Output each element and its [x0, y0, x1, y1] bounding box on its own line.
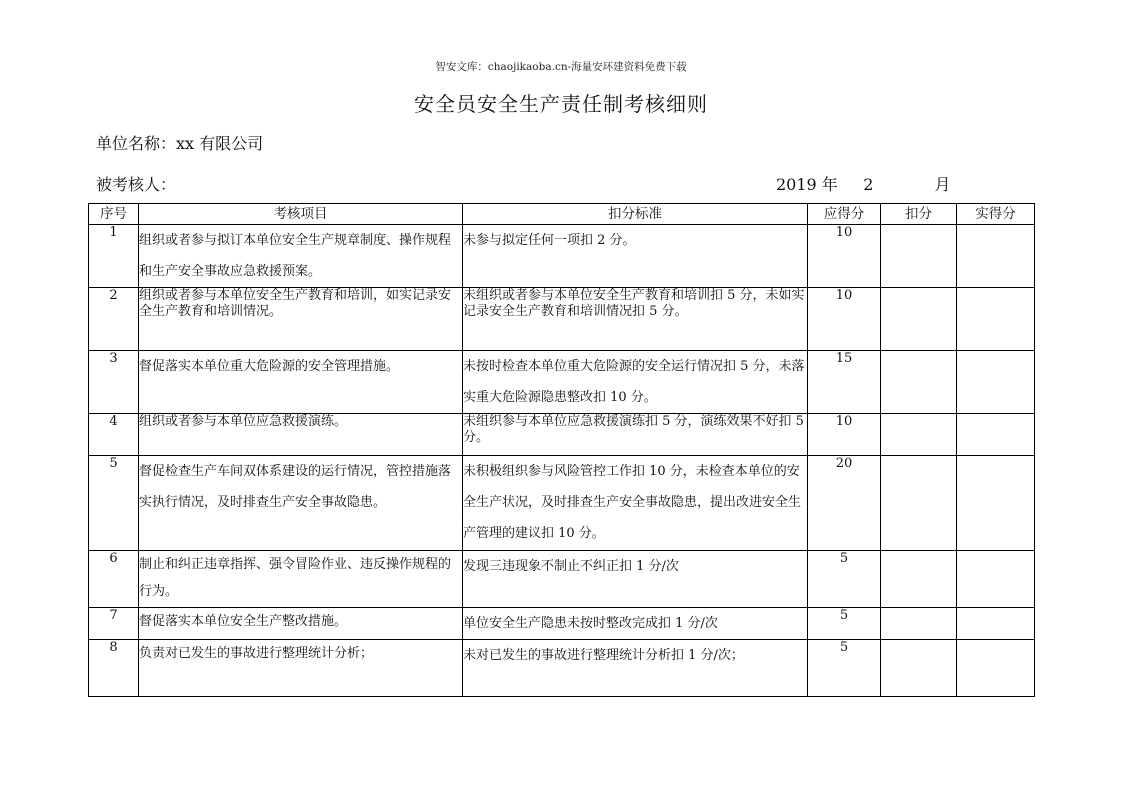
row-actual[interactable] [957, 288, 1035, 351]
row-standard: 未组织参与本单位应急救援演练扣 5 分，演练效果不好扣 5 分。 [463, 414, 808, 456]
unit-name-line: 单位名称：xx 有限公司 [96, 134, 264, 153]
row-full-score: 5 [808, 640, 881, 697]
row-standard: 未积极组织参与风险管控工作扣 10 分，未检查本单位的安全生产状况，及时排查生产安全事故隐患，提出改进安全生产管理的建议扣 10 分。 [463, 456, 808, 551]
row-full-score: 10 [808, 288, 881, 351]
row-full-score: 20 [808, 456, 881, 551]
header-no: 序号 [89, 204, 139, 225]
table-row [89, 640, 1035, 697]
table-row [89, 608, 1035, 640]
row-full-score: 15 [808, 351, 881, 414]
row-standard: 单位安全生产隐患未按时整改完成扣 1 分/次 [463, 608, 808, 640]
row-deduction[interactable] [881, 288, 957, 351]
row-deduction[interactable] [881, 456, 957, 551]
row-full-score: 10 [808, 414, 881, 456]
header-actual: 实得分 [957, 204, 1035, 225]
row-deduction[interactable] [881, 551, 957, 608]
row-no: 3 [89, 351, 139, 414]
row-no: 7 [89, 608, 139, 640]
header-item: 考核项目 [139, 204, 463, 225]
document-title: 安全员安全生产责任制考核细则 [414, 92, 708, 116]
row-standard: 未对已发生的事故进行整理统计分析扣 1 分/次； [463, 640, 808, 697]
row-actual[interactable] [957, 351, 1035, 414]
table-row [89, 551, 1035, 608]
header-standard: 扣分标准 [463, 204, 808, 225]
row-no: 2 [89, 288, 139, 351]
row-deduction[interactable] [881, 351, 957, 414]
table-header-row [89, 204, 1035, 225]
row-item: 负责对已发生的事故进行整理统计分析； [139, 640, 463, 697]
header-full-score: 应得分 [808, 204, 881, 225]
table-row [89, 456, 1035, 551]
row-item: 组织或者参与拟订本单位安全生产规章制度、操作规程和生产安全事故应急救援预案。 [139, 225, 463, 288]
row-actual[interactable] [957, 551, 1035, 608]
row-deduction[interactable] [881, 640, 957, 697]
assessee-line: 被考核人： [96, 175, 177, 194]
row-actual[interactable] [957, 640, 1035, 697]
row-item: 组织或者参与本单位应急救援演练。 [139, 414, 463, 456]
row-no: 8 [89, 640, 139, 697]
row-actual[interactable] [957, 414, 1035, 456]
row-item: 督促检查生产车间双体系建设的运行情况，管控措施落实执行情况，及时排查生产安全事故隐患。 [139, 456, 463, 551]
watermark-text: 智安文库：chaojikaoba.cn-海量安环建资料免费下载 [435, 61, 687, 73]
row-full-score: 10 [808, 225, 881, 288]
row-item: 制止和纠正违章指挥、强令冒险作业、违反操作规程的行为。 [139, 551, 463, 608]
table-row [89, 414, 1035, 456]
row-no: 5 [89, 456, 139, 551]
row-actual[interactable] [957, 456, 1035, 551]
date-line: 2019 年 2 月 [776, 175, 951, 194]
row-item: 督促落实本单位重大危险源的安全管理措施。 [139, 351, 463, 414]
header-deduction: 扣分 [881, 204, 957, 225]
row-no: 1 [89, 225, 139, 288]
assessment-table [88, 203, 1035, 697]
row-item: 督促落实本单位安全生产整改措施。 [139, 608, 463, 640]
table-row [89, 225, 1035, 288]
table-row [89, 351, 1035, 414]
row-full-score: 5 [808, 551, 881, 608]
row-full-score: 5 [808, 608, 881, 640]
row-deduction[interactable] [881, 414, 957, 456]
row-deduction[interactable] [881, 608, 957, 640]
row-no: 4 [89, 414, 139, 456]
row-standard: 未组织或者参与本单位安全生产教育和培训扣 5 分，未如实记录安全生产教育和培训情况扣 5 分。 [463, 288, 808, 351]
table-row [89, 288, 1035, 351]
row-no: 6 [89, 551, 139, 608]
row-deduction[interactable] [881, 225, 957, 288]
row-actual[interactable] [957, 608, 1035, 640]
row-actual[interactable] [957, 225, 1035, 288]
row-standard: 未按时检查本单位重大危险源的安全运行情况扣 5 分，未落实重大危险源隐患整改扣 10 分。 [463, 351, 808, 414]
row-standard: 发现三违现象不制止不纠正扣 1 分/次 [463, 551, 808, 608]
row-standard: 未参与拟定任何一项扣 2 分。 [463, 225, 808, 288]
row-item: 组织或者参与本单位安全生产教育和培训，如实记录安全生产教育和培训情况。 [139, 288, 463, 351]
